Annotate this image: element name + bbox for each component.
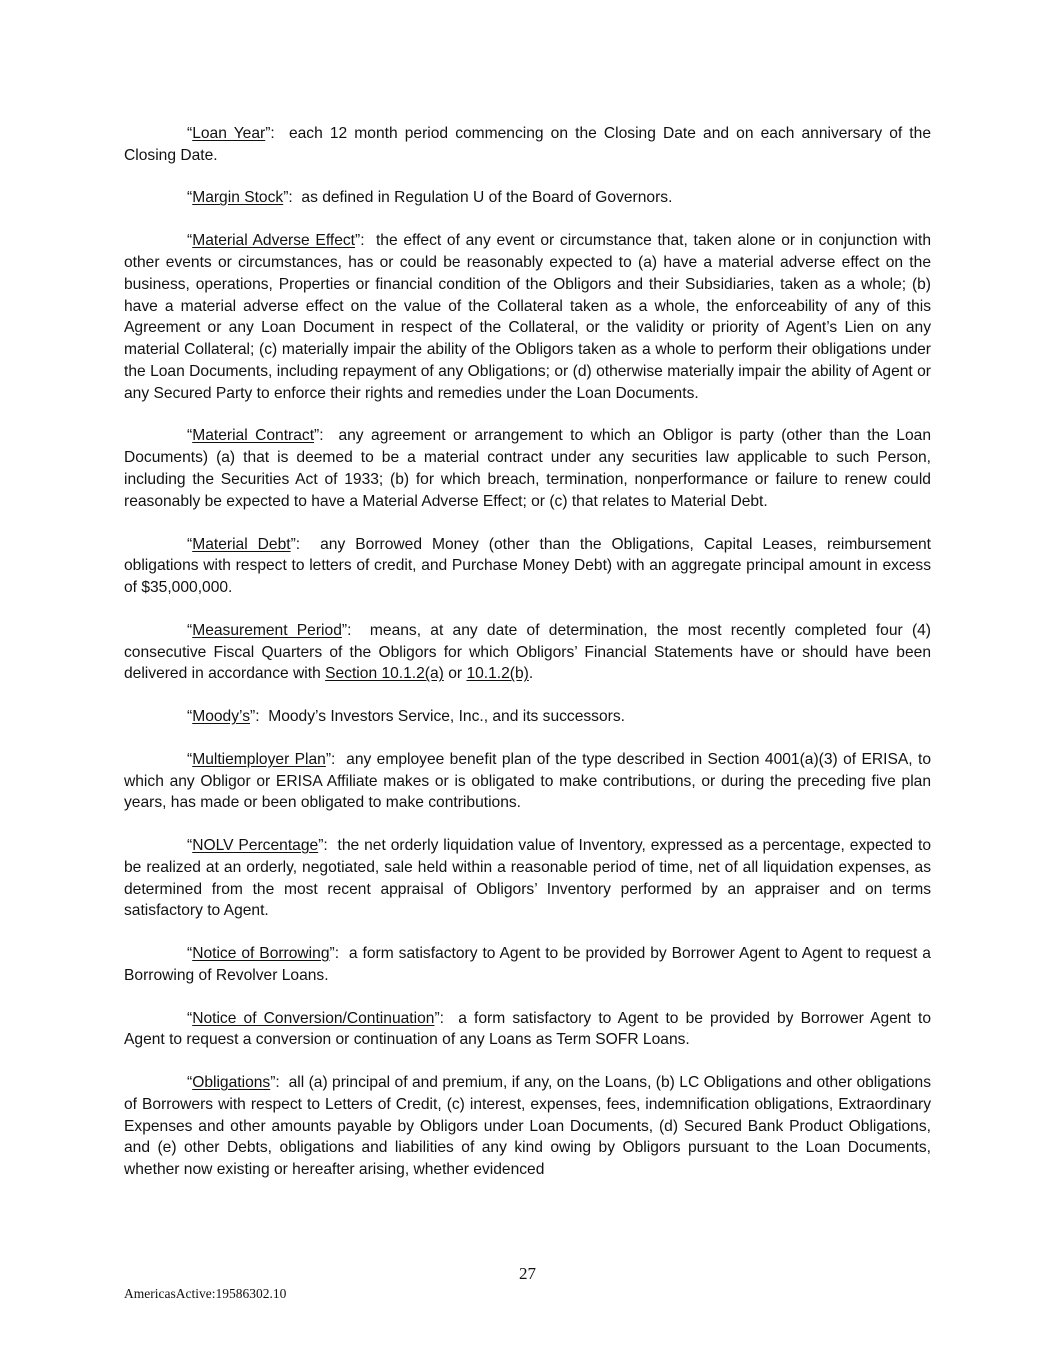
definition-text: any employee benefit plan of the type described in Section 4001(a)(3) of ERISA, to which any Obligor or ERISA Affiliate makes or is obligated to make contributions, or during the preceding five plan years, has made or been obligated to make contributions. <box>124 750 931 812</box>
defined-term: Measurement Period <box>192 621 342 639</box>
definition-text: a form satisfactory to Agent to be provided by Borrower Agent to Agent to request a conversion or continuation of any Loans as Term SOFR Loans. <box>124 1009 931 1049</box>
defined-term: Notice of Borrowing <box>192 945 330 963</box>
defined-term: Margin Stock <box>192 189 284 207</box>
definition-obligations: “Obligations”: all (a) principal of and premium, if any, on the Loans, (b) LC Obligations and other obligations of Borrowers with respect to Letters of Credit, (c) interest, expenses, fees, indemnification obligations, Extraordinary Expenses and other amounts payable by Obligors under Loan Documents, (d) Secured Bank Product Obligations, and (e) other Debts, obligations and liabilities of any kind owing by Obligors pursuant to the Loan Documents, whether now existing or hereafter arising, whether evidenced <box>124 1074 931 1179</box>
sentence-end: . <box>528 665 534 683</box>
section-reference-link[interactable]: Section 10.1.2(a) <box>325 665 444 683</box>
defined-term: Material Debt <box>192 535 291 553</box>
definition-material-contract: “Material Contract”: any agreement or arrangement to which an Obligor is party (other than the Loan Documents) (a) that is deemed to be a material contract under any securities law applicable to such Person, including the Securities Act of 1933; (b) for which breach, termination, nonperformance or failure to renew could reasonably be expected to have a Material Adverse Effect; or (c) that relates to Material Debt. <box>124 427 931 510</box>
definition-text: means, at any date of determination, the most recently completed four (4) consecutive Fiscal Quarters of the Obligors for which Obligors’ Financial Statements have or should have been delivered in accordance with <box>124 621 932 683</box>
definition-text: any agreement or arrangement to which an Obligor is party (other than the Loan Documents) (a) that is deemed to be a material contract under any securities law applicable to such Person, including the Securities Act of 1933; (b) for which breach, termination, nonperformance or failure to renew could reasonably be expected to have a Material Adverse Effect; or (c) that relates to Material Debt. <box>124 427 931 510</box>
reference-joiner: or <box>448 665 463 683</box>
definition-text: as defined in Regulation U of the Board of Governors. <box>301 189 673 207</box>
defined-term: Material Contract <box>192 427 315 445</box>
defined-term: Notice of Conversion/Continuation <box>192 1009 435 1027</box>
definition-moodys: “Moody’s”: Moody’s Investors Service, Inc., and its successors. <box>187 708 625 726</box>
definition-nolv-percentage: “NOLV Percentage”: the net orderly liquidation value of Inventory, expressed as a percentage, expected to be realized at an orderly, negotiated, sale held within a reasonable period of time, net of all liquidation expenses, as determined from the most recent appraisal of Obligors’ Inventory performed by an appraiser and on terms satisfactory to Agent. <box>124 837 931 920</box>
defined-term: Moody’s <box>192 708 250 726</box>
definition-text: each 12 month period commencing on the Closing Date and on each anniversary of the Closing Date. <box>124 125 931 164</box>
definition-text: the net orderly liquidation value of Inventory, expressed as a percentage, expected to be realized at an orderly, negotiated, sale held within a reasonable period of time, net of all liquidation expenses, as determined from the most recent appraisal of Obligors’ Inventory performed by an appraiser and on terms satisfactory to Agent. <box>124 837 931 920</box>
document-id: AmericasActive:19586302.10 <box>124 1286 287 1301</box>
definition-margin-stock: “Margin Stock”: as defined in Regulation U of the Board of Governors. <box>187 189 673 207</box>
section-reference-link[interactable]: 10.1.2(b) <box>466 665 529 683</box>
defined-term: Loan Year <box>192 125 266 142</box>
definition-material-adverse-effect: “Material Adverse Effect”: the effect of any event or circumstance that, taken alone or in conjunction with other events or circumstances, has or could be reasonably expected to (a) have a material adverse effect on the business, operations, Properties or financial condition of the Obligors and their Subsidiaries, taken as a whole; (b) have a material adverse effect on the value of the Collateral taken as a whole, the enforceability of any of this Agreement or any Loan Document in respect of the Collateral, or the validity or priority of Agent’s Lien on any material Collateral; (c) materially impair the ability of the Obligors taken as a whole to perform their obligations under the Loan Documents, including repayment of any Obligations; or (d) otherwise materially impair the ability of Agent or any Secured Party to enforce their rights and remedies under the Loan Documents. <box>124 232 931 402</box>
defined-term: Material Adverse Effect <box>192 232 356 250</box>
page-number: 27 <box>519 1264 536 1283</box>
definition-material-debt: “Material Debt”: any Borrowed Money (other than the Obligations, Capital Leases, reimbursement obligations with respect to letters of credit, and Purchase Money Debt) with an aggregate principal amount in excess of $35,000,000. <box>124 535 932 597</box>
defined-term: Multiemployer Plan <box>192 750 326 768</box>
definition-notice-of-borrowing: “Notice of Borrowing”: a form satisfactory to Agent to be provided by Borrower Agent to Agent to request a Borrowing of Revolver Loans. <box>124 945 931 984</box>
definition-text: any Borrowed Money (other than the Obligations, Capital Leases, reimbursement obligations with respect to letters of credit, and Purchase Money Debt) with an aggregate principal amount in excess of $35,000,000. <box>124 535 932 597</box>
definition-text: a form satisfactory to Agent to be provided by Borrower Agent to Agent to request a Borrowing of Revolver Loans. <box>124 945 931 984</box>
definition-measurement-period: “Measurement Period”: means, at any date of determination, the most recently completed four (4) consecutive Fiscal Quarters of the Obligors for which Obligors’ Financial Statements have or should have been delivered in accordance with Section 10.1.2(a) or 10.1.2(b). <box>124 621 932 683</box>
defined-term: NOLV Percentage <box>192 837 319 855</box>
defined-term: Obligations <box>192 1074 271 1092</box>
definition-text: Moody’s Investors Service, Inc., and its successors. <box>268 708 625 726</box>
definition-notice-of-conversion: “Notice of Conversion/Continuation”: a form satisfactory to Agent to be provided by Borrower Agent to Agent to request a conversion or continuation of any Loans as Term SOFR Loans. <box>124 1009 931 1049</box>
definition-text: all (a) principal of and premium, if any, on the Loans, (b) LC Obligations and other obligations of Borrowers with respect to Letters of Credit, (c) interest, expenses, fees, indemnification obligations, Extraordinary Expenses and other amounts payable by Obligors under Loan Documents, (d) Secured Bank Product Obligations, and (e) other Debts, obligations and liabilities of any kind owing by Obligors pursuant to the Loan Documents, whether now existing or hereafter arising, whether evidenced <box>124 1074 931 1179</box>
definition-text: the effect of any event or circumstance that, taken alone or in conjunction with other events or circumstances, has or could be reasonably expected to (a) have a material adverse effect on the business, operations, Properties or financial condition of the Obligors and their Subsidiaries, taken as a whole; (b) have a material adverse effect on the value of the Collateral taken as a whole, the enforceability of any of this Agreement or any Loan Document in respect of the Collateral, or the validity or priority of Agent’s Lien on any material Collateral; (c) materially impair the ability of the Obligors taken as a whole to perform their obligations under the Loan Documents, including repayment of any Obligations; or (d) otherwise materially impair the ability of Agent or any Secured Party to enforce their rights and remedies under the Loan Documents. <box>124 232 931 402</box>
definition-multiemployer-plan: “Multiemployer Plan”: any employee benefit plan of the type described in Section 4001(a)(3) of ERISA, to which any Obligor or ERISA Affiliate makes or is obligated to make contributions, or during the preceding five plan years, has made or been obligated to make contributions. <box>124 750 931 812</box>
document-body <box>124 123 931 1202</box>
definition-loan-year: “Loan Year”: each 12 month period commencing on the Closing Date and on each anniversary of the Closing Date. <box>124 125 931 164</box>
